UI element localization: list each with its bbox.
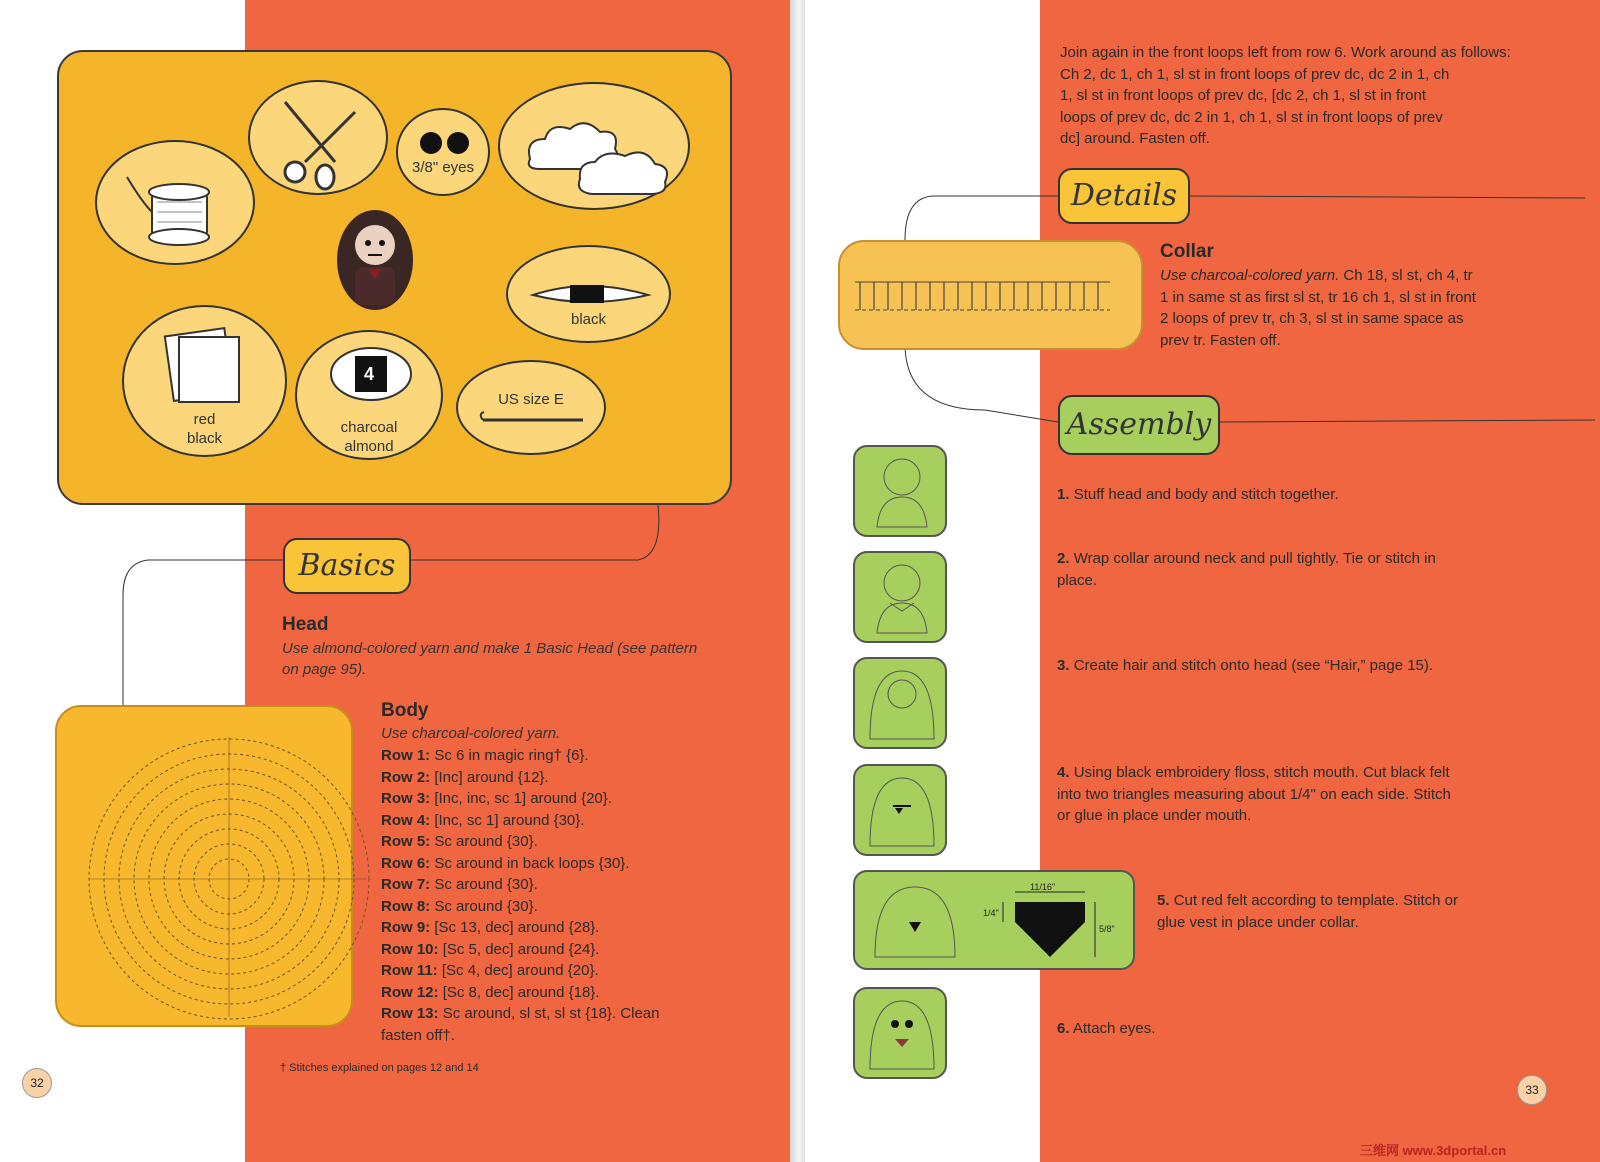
intro-line: Ch 2, dc 1, ch 1, sl st in front loops of prev dc, dc 2 in 1, ch [1060, 65, 1450, 83]
eyes-label: 3/8" eyes [411, 159, 475, 176]
step-5-illustration [853, 870, 1135, 970]
head-heading: Head [282, 614, 329, 635]
felt-label-1: red [193, 411, 216, 428]
vest-template-diagram [855, 872, 1137, 972]
step-2-illustration [853, 551, 947, 643]
body-note: Use charcoal-colored yarn. [381, 725, 561, 742]
step-3-text: 3. Create hair and stitch onto head (see “Hair,” page 15). [1057, 657, 1434, 674]
collar-line: 2 loops of prev tr, ch 3, sl st in same space as [1160, 310, 1464, 327]
intro-paragraph [1060, 42, 1540, 150]
step-3-illustration [853, 657, 947, 749]
floss-label: black [570, 311, 607, 328]
right-page [805, 0, 1600, 1162]
template-side-label: 1/4" [983, 908, 999, 918]
collar-line: prev tr. Fasten off. [1160, 331, 1281, 349]
head-note-line2: on page 95). [282, 661, 367, 678]
step-4-illustration [853, 764, 947, 856]
row-line: Row 9: [Sc 13, dec] around {28}. [381, 919, 600, 936]
assembly-tag: Assembly [1058, 395, 1220, 455]
body-stitch-chart [55, 705, 353, 1027]
intro-line: dc] around. Fasten off. [1060, 130, 1210, 147]
head-note-line1: Use almond-colored yarn and make 1 Basic Head (see pattern [282, 640, 698, 657]
row-line: Row 12: [Sc 8, dec] around {18}. [381, 983, 600, 1001]
step-5-text: 5. Cut red felt according to template. Stitch or glue vest in place under collar. [1157, 892, 1458, 931]
intro-line: Join again in the front loops left from row 6. Work around as follows: [1060, 44, 1511, 61]
collar-line: Use charcoal-colored yarn. Ch 18, sl st, ch 4, tr [1160, 267, 1473, 284]
row-line: Row 4: [Inc, sc 1] around {30}. [381, 811, 585, 829]
doll-finished-icon [855, 989, 949, 1081]
step-6-text: 6. Attach eyes. [1057, 1020, 1156, 1037]
intro-line: loops of prev dc, dc 2 in 1, ch 1, sl st in front loops of prev [1060, 108, 1443, 126]
row-line: Row 8: Sc around {30}. [381, 897, 538, 915]
row-line: Row 11: [Sc 4, dec] around {20}. [381, 962, 599, 979]
doll-with-hair-icon [855, 659, 949, 751]
yarn-label-2: almond [344, 438, 394, 455]
doll-outline-icon [855, 553, 949, 645]
basics-tag: Basics [283, 538, 411, 594]
step-1-text: 1. Stuff head and body and stitch together. [1057, 486, 1339, 503]
collar-heading: Collar [1160, 241, 1214, 262]
row-line: Row 2: [Inc] around {12}. [381, 768, 549, 786]
step-1-illustration [853, 445, 947, 537]
row-line: Row 3: [Inc, inc, sc 1] around {20}. [381, 790, 612, 807]
doll-with-mouth-icon [855, 766, 949, 858]
collar-line: 1 in same st as first sl st, tr 16 ch 1, sl st in front [1160, 288, 1476, 306]
thread-spool-icon [97, 142, 257, 267]
template-height-label: 5/8" [1099, 924, 1115, 934]
collar-text [1160, 265, 1590, 351]
stuffing-cloud-icon [500, 84, 692, 212]
doll-photo [330, 205, 420, 315]
thread-bubble [95, 140, 255, 265]
page-number-right: 33 [1517, 1075, 1547, 1105]
row-line: Row 1: Sc 6 in magic ring† {6}. [381, 747, 589, 764]
stuffing-bubble [498, 82, 690, 210]
hook-bubble [456, 360, 606, 455]
body-heading: Body [381, 700, 429, 721]
page-number-left: 32 [22, 1068, 52, 1098]
eyes-bubble [396, 108, 490, 196]
collar-stitch-chart [838, 240, 1143, 350]
row-line: Row 6: Sc around in back loops {30}. [381, 854, 630, 872]
crochet-hook-icon [458, 362, 608, 457]
footnote: † Stitches explained on pages 12 and 14 [280, 1062, 479, 1074]
floss-bubble [506, 245, 671, 343]
row-line: Row 5: Sc around {30}. [381, 833, 538, 850]
details-tag: Details [1058, 168, 1190, 224]
step-4-text: 4. Using black embroidery floss, stitch mouth. Cut black felt into two triangles measuring about 1/4" on each side. Stitch or glue in place under mouth. [1057, 764, 1451, 824]
row-line: Row 7: Sc around {30}. [381, 876, 538, 893]
scissors-icon [250, 82, 390, 197]
template-width-label: 11/16" [1030, 882, 1056, 892]
embroidery-floss-icon [508, 247, 673, 345]
row-line-continued: fasten off†. [381, 1026, 455, 1044]
scissors-bubble [248, 80, 388, 195]
eyes-icon [398, 110, 492, 198]
felt-label-2: black [186, 430, 223, 447]
felt-bubble [122, 305, 287, 457]
row-line: Row 10: [Sc 5, dec] around {24}. [381, 940, 600, 958]
doll-outline-icon [855, 447, 949, 539]
watermark: 三维网 www.3dportal.cn [1360, 1143, 1507, 1158]
step-2-text: 2. Wrap collar around neck and pull tightly. Tie or stitch in place. [1057, 550, 1436, 589]
hook-label: US size E [498, 391, 564, 408]
collar-stitch-diagram [840, 242, 1145, 352]
yarn-label-1: charcoal [340, 419, 398, 436]
yarn-bubble [295, 330, 443, 460]
step-6-illustration [853, 987, 947, 1079]
body-rows [381, 745, 781, 1046]
left-page [0, 0, 795, 1162]
row-line: Row 13: Sc around, sl st, sl st {18}. Clean [381, 1005, 660, 1022]
round-stitch-diagram [57, 707, 355, 1029]
intro-line: 1, sl st in front loops of prev dc, [dc 2, ch 1, sl st in front [1060, 87, 1426, 104]
yarn-weight-number: 4 [363, 364, 374, 384]
